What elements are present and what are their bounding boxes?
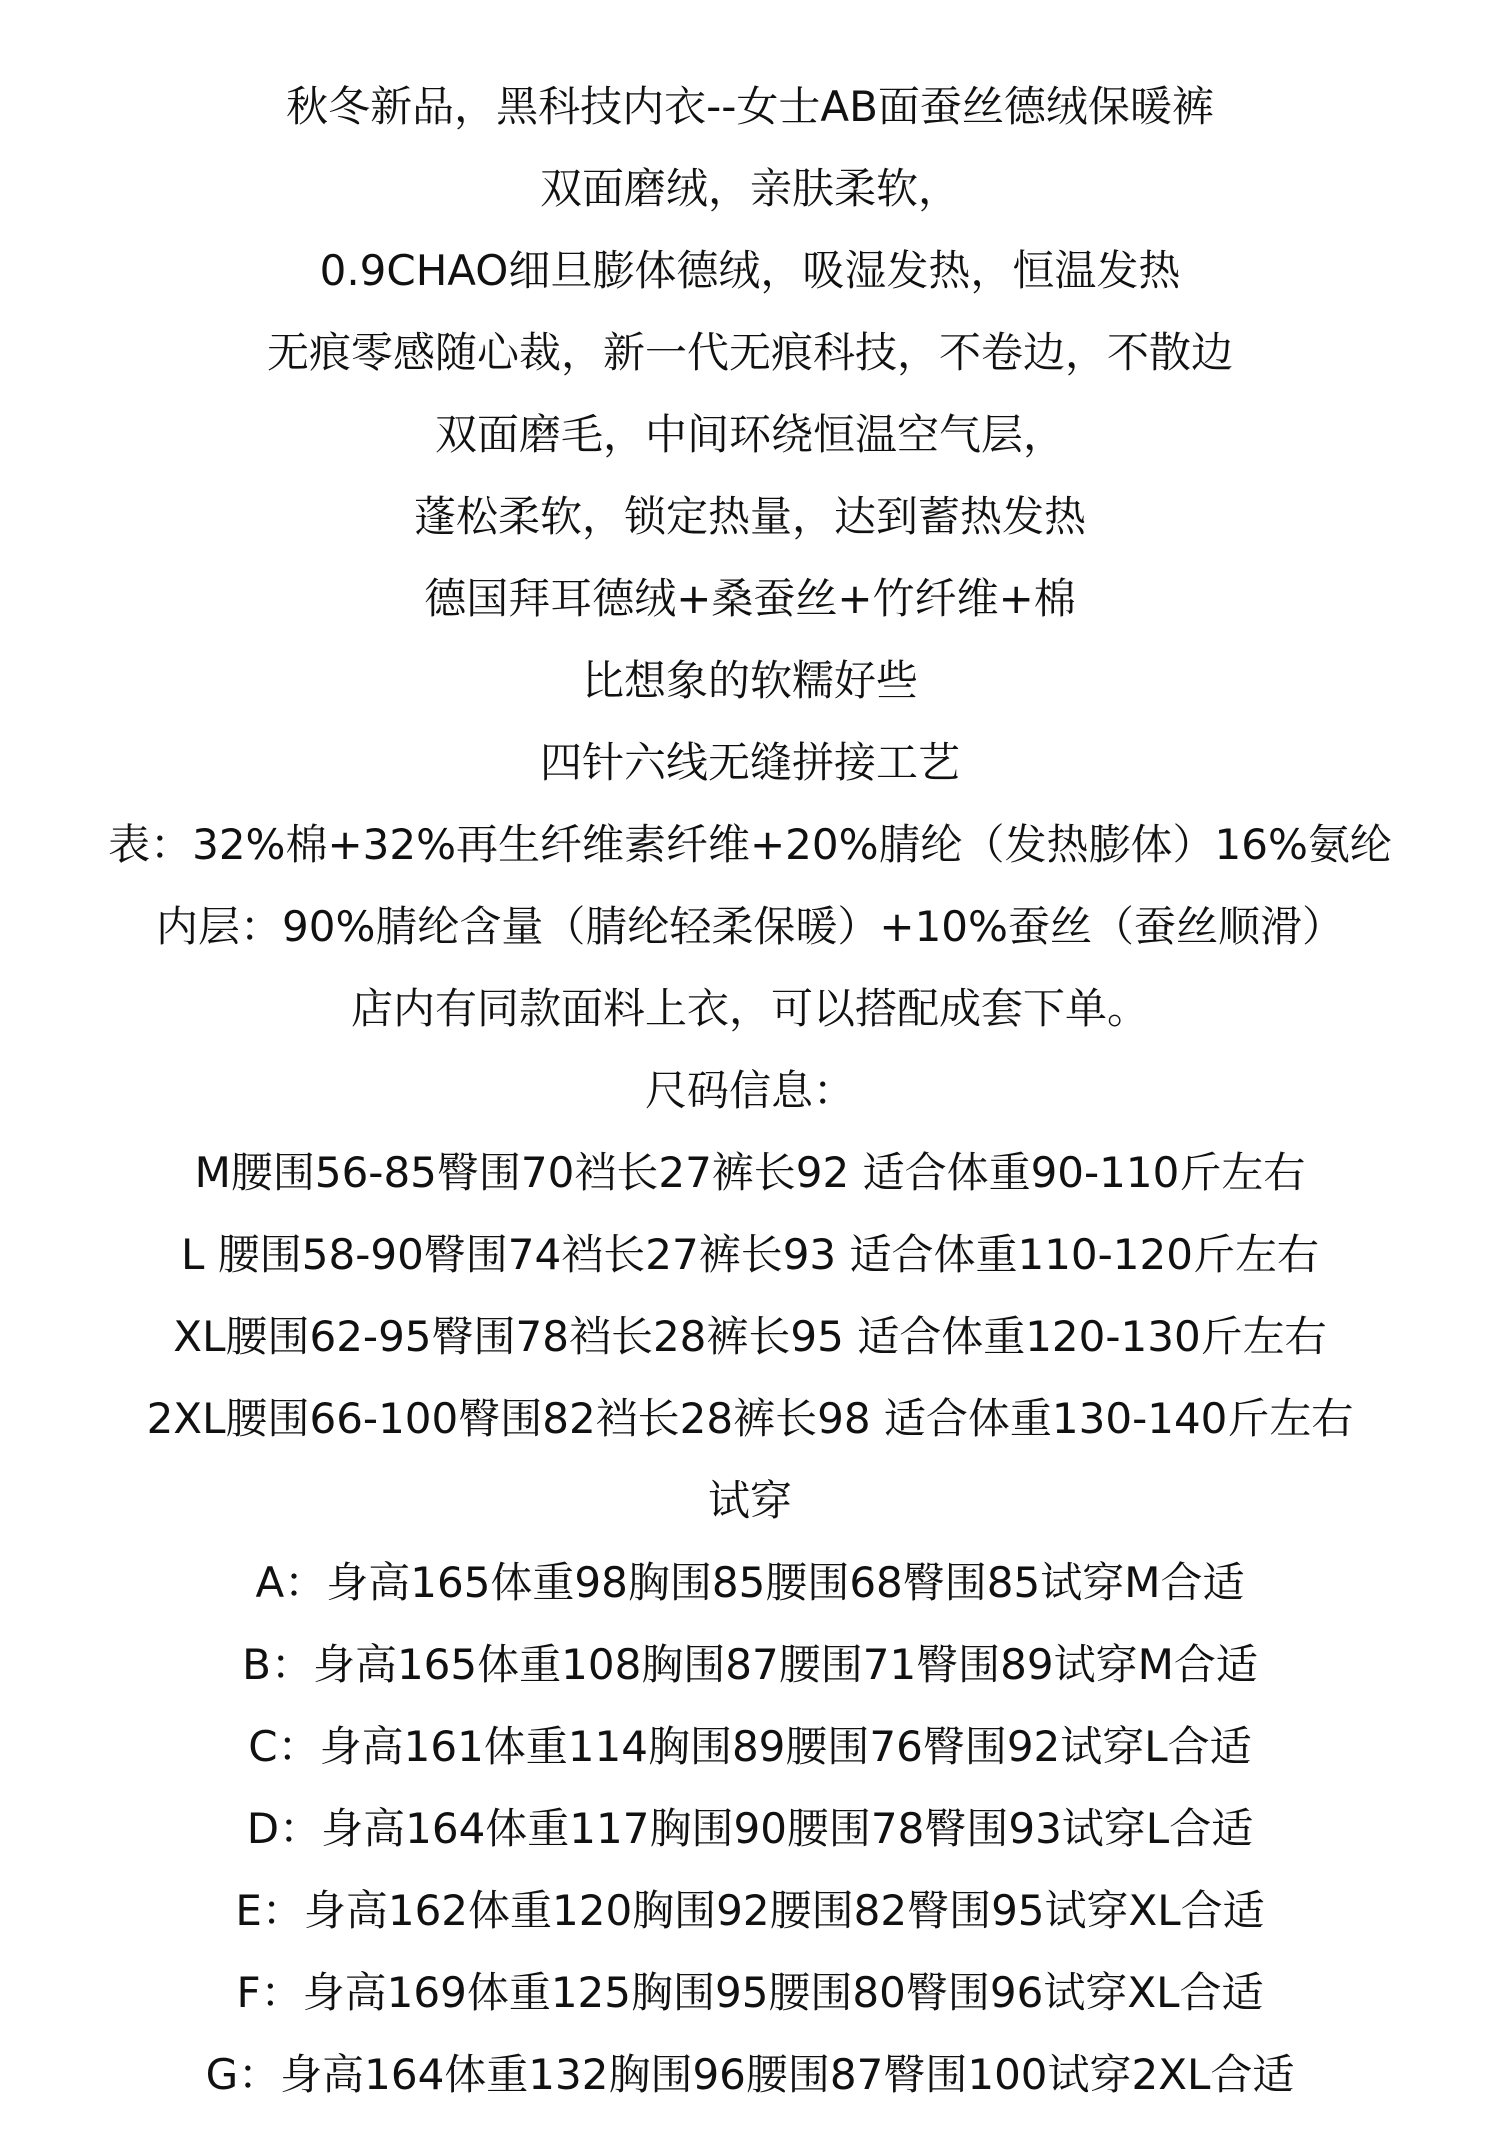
size-row-l: L 腰围58-90臀围74裆长27裤长93 适合体重110-120斤左右 [181, 1230, 1319, 1279]
try-on-row-f: F：身高169体重125胸围95腰围80臀围96试穿XL合适 [236, 1968, 1264, 2017]
size-info-heading: 尺码信息： [644, 1066, 855, 1115]
size-row-xl: XL腰围62-95臀围78裆长28裤长95 适合体重120-130斤左右 [173, 1312, 1327, 1361]
material-outer-line: 表：32%棉+32%再生纤维素纤维+20%腈纶（发热膨体）16%氨纶 [108, 820, 1392, 869]
try-on-row-e: E：身高162体重120胸围92腰围82臀围95试穿XL合适 [235, 1886, 1265, 1935]
feature-line: 双面磨毛，中间环绕恒温空气层， [434, 410, 1065, 459]
size-row-m: M腰围56-85臀围70裆长27裤长92 适合体重90-110斤左右 [194, 1148, 1306, 1197]
try-on-heading: 试穿 [707, 1476, 792, 1525]
try-on-row-a: A：身高165体重98胸围85腰围68臀围85试穿M合适 [255, 1558, 1245, 1607]
material-inner-line: 内层：90%腈纶含量（腈纶轻柔保暖）+10%蚕丝（蚕丝顺滑） [156, 902, 1344, 951]
try-on-row-b: B：身高165体重108胸围87腰围71臀围89试穿M合适 [242, 1640, 1258, 1689]
try-on-row-d: D：身高164体重117胸围90腰围78臀围93试穿L合适 [246, 1804, 1254, 1853]
product-description [0, 66, 1500, 2116]
headline: 秋冬新品，黑科技内衣--女士AB面蚕丝德绒保暖裤 [286, 82, 1214, 131]
feature-line: 四针六线无缝拼接工艺 [539, 738, 960, 787]
feature-line: 蓬松柔软，锁定热量，达到蓄热发热 [413, 492, 1086, 541]
feature-line: 无痕零感随心裁，新一代无痕科技，不卷边，不散边 [266, 328, 1233, 377]
feature-line: 0.9CHAO细旦膨体德绒，吸湿发热，恒温发热 [319, 246, 1181, 295]
feature-line: 德国拜耳德绒+桑蚕丝+竹纤维+棉 [424, 574, 1076, 623]
feature-line: 双面磨绒，亲肤柔软， [539, 164, 960, 213]
matching-set-note: 店内有同款面料上衣，可以搭配成套下单。 [350, 984, 1149, 1033]
feature-line: 比想象的软糯好些 [581, 656, 918, 705]
size-row-2xl: 2XL腰围66-100臀围82裆长28裤长98 适合体重130-140斤左右 [146, 1394, 1354, 1443]
try-on-row-c: C：身高161体重114胸围89腰围76臀围92试穿L合适 [248, 1722, 1252, 1771]
try-on-row-g: G：身高164体重132胸围96腰围87臀围100试穿2XL合适 [205, 2050, 1295, 2099]
